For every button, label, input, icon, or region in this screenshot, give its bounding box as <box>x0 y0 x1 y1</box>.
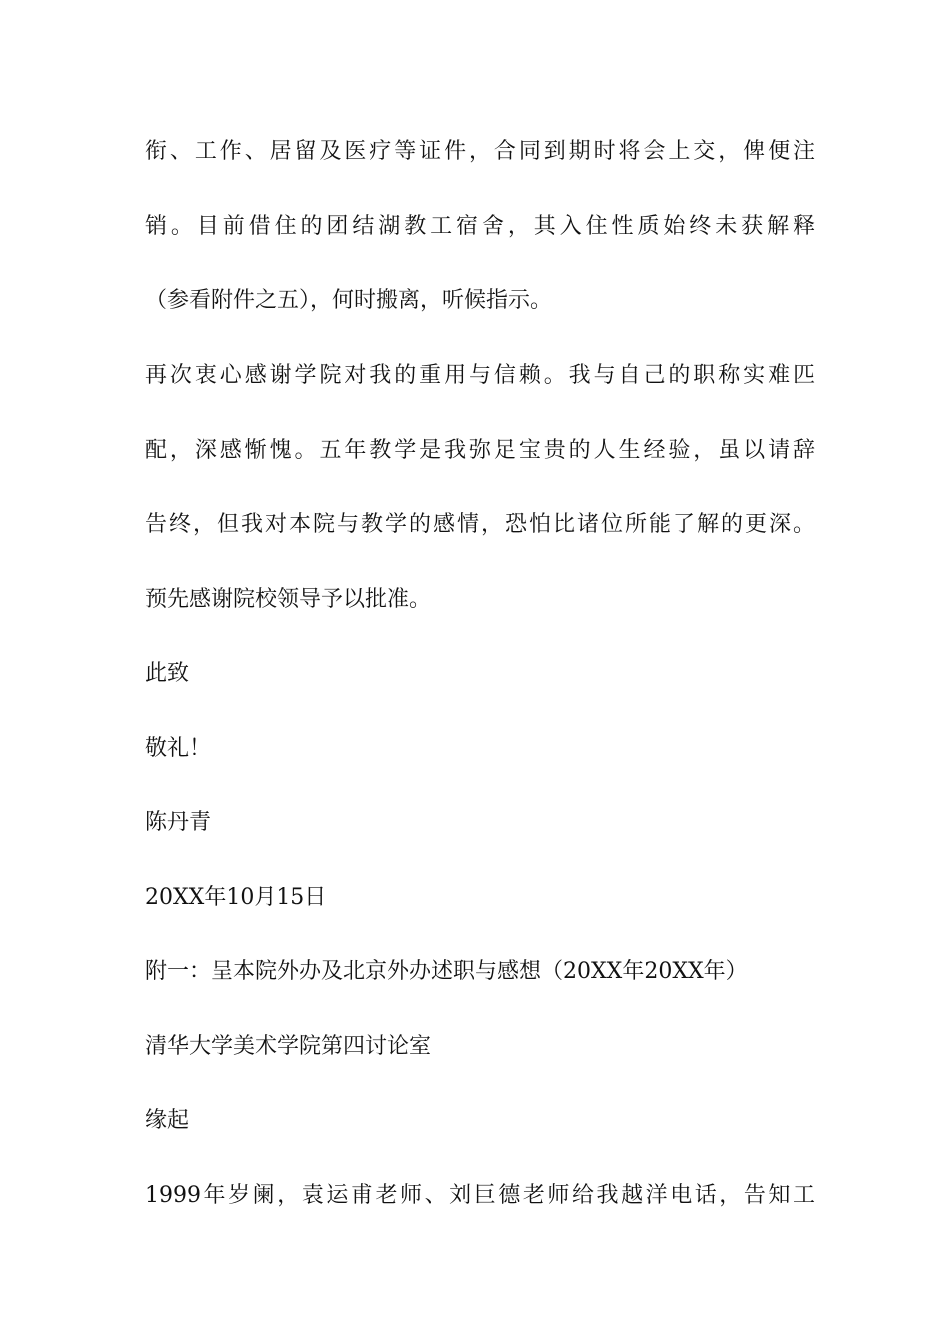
paragraph-line: （参看附件之五），何时搬离，听候指示。 <box>145 288 553 313</box>
paragraph-line: 配，深感惭愧。五年教学是我弥足宝贵的人生经验，虽以请辞 <box>145 438 815 463</box>
paragraph-line: 告终，但我对本院与教学的感情，恐怕比诸位所能了解的更深。 <box>145 512 815 537</box>
signature-date: 20XX年10月15日 <box>145 885 327 910</box>
paragraph-line: 衔、工作、居留及医疗等证件，合同到期时将会上交，俾便注 <box>145 139 815 164</box>
salutation-line: 敬礼！ <box>145 736 212 761</box>
salutation-line: 此致 <box>145 661 190 686</box>
appendix-title: 附一：呈本院外办及北京外办述职与感想（20XX年20XX年） <box>145 959 748 984</box>
paragraph-line: 再次衷心感谢学院对我的重用与信赖。我与自己的职称实难匹 <box>145 363 815 388</box>
section-heading: 清华大学美术学院第四讨论室 <box>145 1034 432 1059</box>
section-heading: 缘起 <box>145 1108 190 1133</box>
paragraph-line: 1999年岁阑，袁运甫老师、刘巨德老师给我越洋电话，告知工 <box>145 1183 815 1208</box>
signature-name: 陈丹青 <box>145 810 212 835</box>
paragraph-line: 销。目前借住的团结湖教工宿舍，其入住性质始终未获解释 <box>145 214 815 239</box>
paragraph-line: 预先感谢院校领导予以批准。 <box>145 587 432 612</box>
